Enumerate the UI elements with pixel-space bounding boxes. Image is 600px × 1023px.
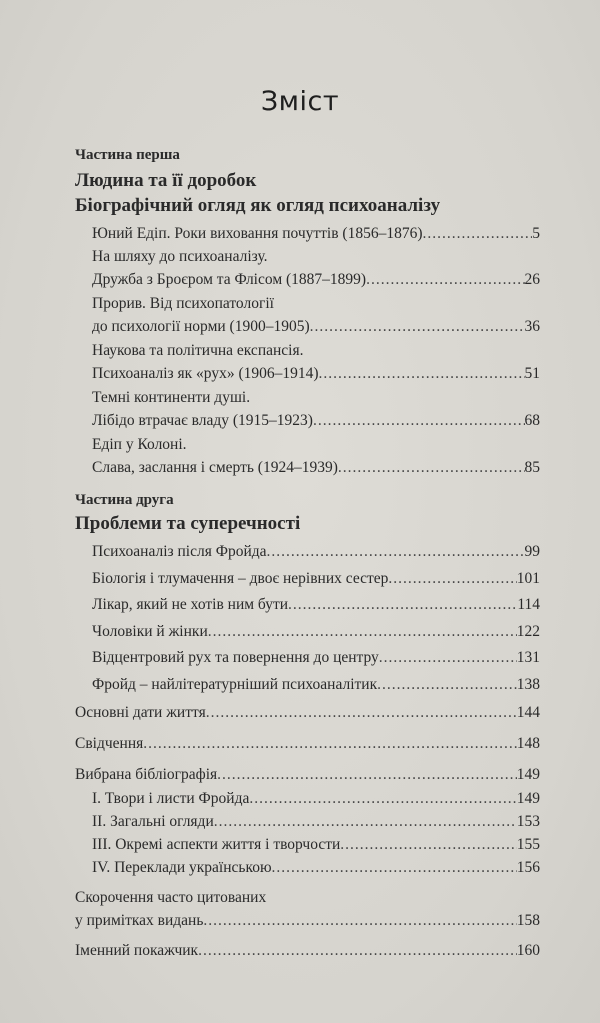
dot-leader — [377, 676, 517, 694]
part2-label: Частина друга — [75, 492, 174, 508]
toc-entry-line: Темні континенти душі. — [92, 389, 251, 406]
page-number: 160 — [516, 942, 540, 959]
dot-leader — [272, 859, 517, 877]
page-number: 144 — [516, 704, 540, 721]
dot-leader — [267, 543, 525, 561]
toc-entry[interactable]: I. Твори і листи Фройда ..... 149 — [92, 790, 540, 808]
toc-entry[interactable]: III. Окремі аспекти життя і творчости ..... 155 — [92, 836, 540, 854]
page-number: 156 — [516, 859, 540, 876]
part2-heading: Проблеми та суперечності — [75, 513, 301, 534]
page-number: 68 — [524, 412, 540, 429]
toc-entry[interactable]: Біологія і тлумачення – двоє нерівних сестер ..... 101 — [92, 570, 540, 588]
page-number: 36 — [524, 318, 540, 335]
toc-entry[interactable]: Юний Едіп. Роки виховання почуттів (1856–1876) ..... 5 — [92, 225, 540, 243]
toc-entry[interactable]: IV. Переклади українською ..... 156 — [92, 859, 540, 877]
dot-leader — [340, 836, 516, 854]
page-number: 5 — [532, 225, 540, 242]
toc-entry[interactable]: Слава, заслання і смерть (1924–1939) ..... 85 — [92, 459, 540, 477]
page-number: 85 — [524, 459, 540, 476]
dot-leader — [388, 570, 516, 588]
dot-leader — [206, 704, 517, 722]
toc-entry-line: Скорочення часто цитованих — [75, 889, 267, 906]
dot-leader — [198, 942, 517, 960]
toc-entry-line: Едіп у Колоні. — [92, 436, 187, 453]
dot-leader — [214, 813, 517, 831]
page-number: 26 — [524, 271, 540, 288]
toc-entry-bibliography[interactable]: Вибрана бібліографія ..... 149 — [75, 766, 540, 784]
page-number: 122 — [516, 623, 540, 640]
dot-leader — [338, 459, 525, 477]
page-number: 158 — [516, 912, 540, 929]
toc-entry[interactable]: II. Загальні огляди ..... 153 — [92, 813, 540, 831]
toc-entry-abbreviations[interactable]: у примітках видань ..... 158 — [75, 912, 540, 930]
toc-entry[interactable]: до психології норми (1900–1905) ..... 36 — [92, 318, 540, 336]
toc-entry[interactable]: Лікар, який не хотів ним бути ..... 114 — [92, 596, 540, 614]
toc-entry[interactable]: Лібідо втрачає владу (1915–1923) ..... 68 — [92, 412, 540, 430]
page-number: 99 — [524, 543, 540, 560]
page-number: 155 — [516, 836, 540, 853]
page-number: 101 — [516, 570, 540, 587]
toc-entry-line: Прорив. Від психопатології — [92, 295, 274, 312]
dot-leader — [143, 735, 517, 753]
page-title: Зміст — [260, 86, 340, 117]
part1-heading: Людина та її доробок — [75, 170, 257, 191]
page-number: 114 — [517, 596, 540, 613]
dot-leader — [249, 790, 516, 808]
page-number: 138 — [516, 676, 540, 693]
page-number: 51 — [524, 365, 540, 382]
toc-entry[interactable]: Відцентровий рух та повернення до центру ..... 131 — [92, 649, 540, 667]
toc-entry[interactable]: Психоаналіз після Фройда ..... 99 — [92, 543, 540, 561]
dot-leader — [203, 912, 516, 930]
toc-entry[interactable]: Чоловіки й жінки ..... 122 — [92, 623, 540, 641]
page-number: 131 — [516, 649, 540, 666]
dot-leader — [313, 412, 525, 430]
toc-entry-dates[interactable]: Основні дати життя ..... 144 — [75, 704, 540, 722]
part1-subheading: Біографічний огляд як огляд психоаналізу — [75, 195, 441, 216]
toc-entry[interactable]: Дружба з Броєром та Флісом (1887–1899) ..... 26 — [92, 271, 540, 289]
page-number: 148 — [516, 735, 540, 752]
dot-leader — [288, 596, 517, 614]
dot-leader — [217, 766, 517, 784]
dot-leader — [310, 318, 525, 336]
dot-leader — [319, 365, 525, 383]
toc-entry[interactable]: Психоаналіз як «рух» (1906–1914) ..... 51 — [92, 365, 540, 383]
dot-leader — [366, 271, 524, 289]
page-number: 153 — [516, 813, 540, 830]
page-number: 149 — [516, 790, 540, 807]
dot-leader — [423, 225, 533, 243]
toc-entry-line: Наукова та політична експансія. — [92, 342, 304, 359]
page-number: 149 — [516, 766, 540, 783]
toc-entry-testimonies[interactable]: Свідчення ..... 148 — [75, 735, 540, 753]
toc-entry-index[interactable]: Іменний покажчик ..... 160 — [75, 942, 540, 960]
dot-leader — [208, 623, 517, 641]
dot-leader — [379, 649, 517, 667]
part1-label: Частина перша — [75, 147, 180, 163]
toc-entry-line: На шляху до психоаналізу. — [92, 248, 268, 265]
toc-entry[interactable]: Фройд – найлітературніший психоаналітик ..... 138 — [92, 676, 540, 694]
